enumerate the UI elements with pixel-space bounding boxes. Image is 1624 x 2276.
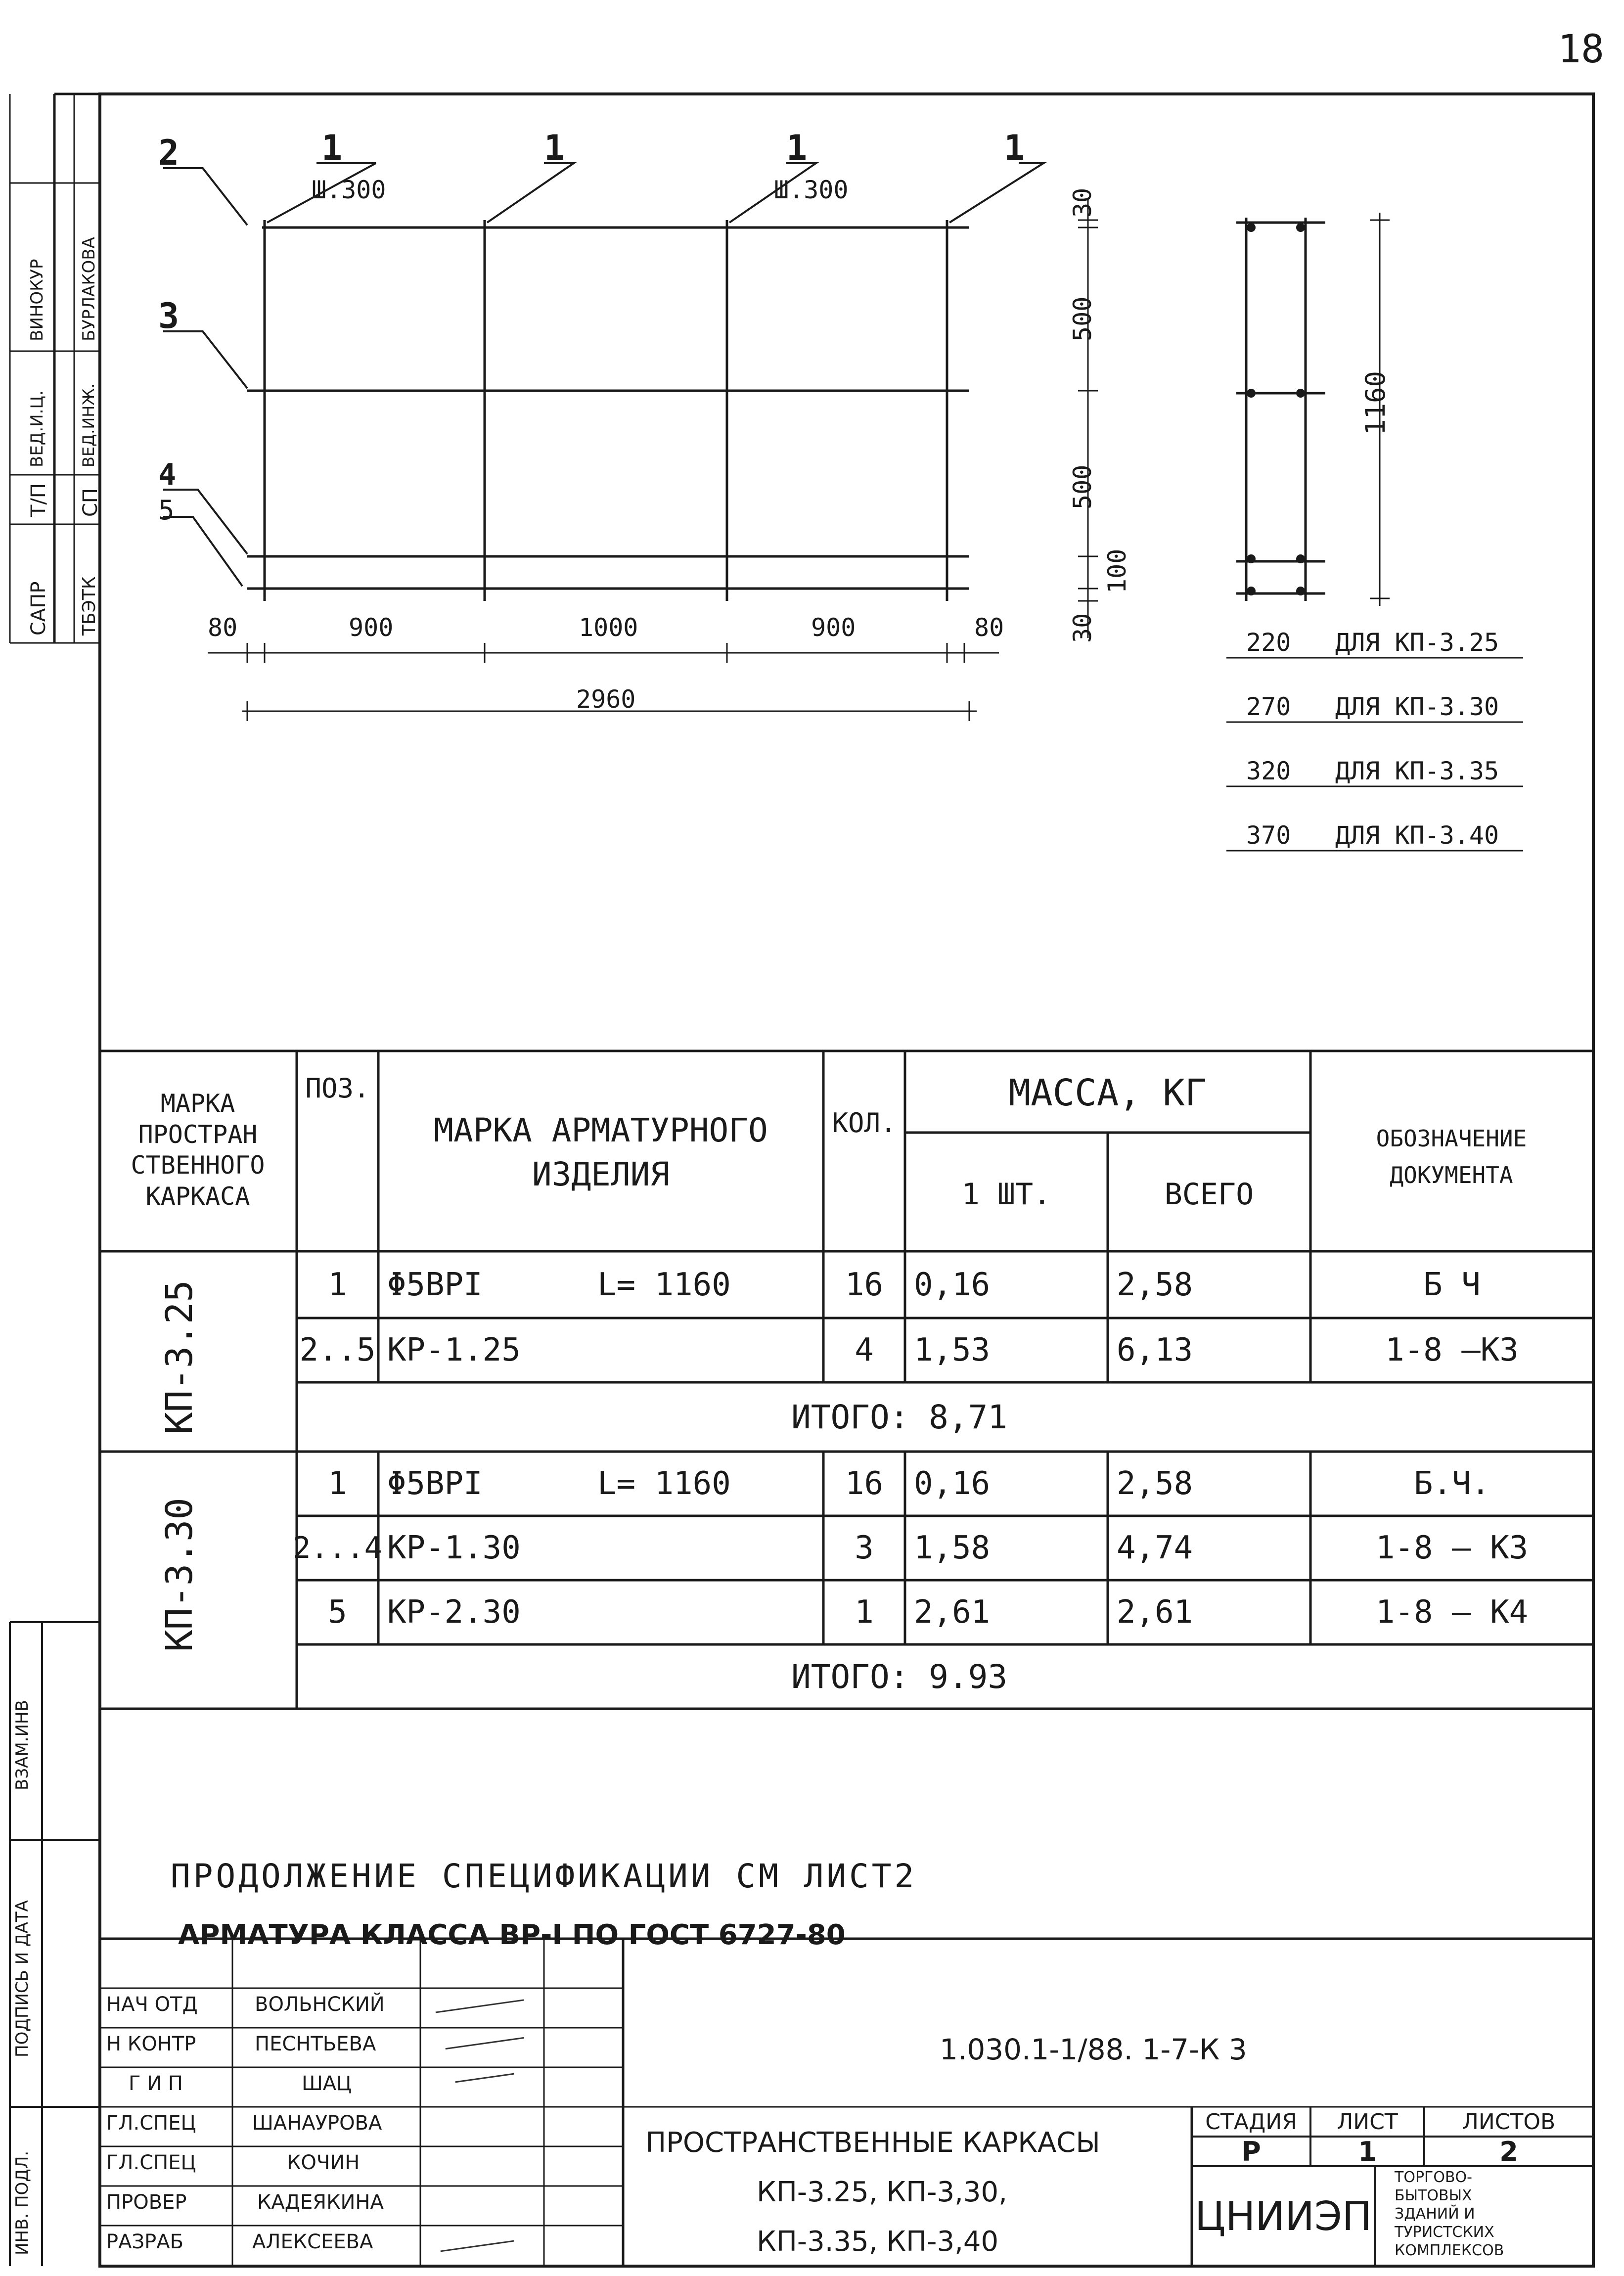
stage-label: СТАДИЯ — [1205, 2109, 1297, 2135]
vdim-100: 100 — [1103, 548, 1131, 593]
dim-total-2960: 2960 — [576, 685, 636, 714]
vdim-30-bottom: 30 — [1068, 613, 1097, 643]
group-total-kp-330: ИТОГО: 9.93 — [791, 1657, 1008, 1696]
header-mass-total: ВСЕГО — [1164, 1177, 1254, 1212]
section-note-320: ДЛЯ КП-3.35 — [1335, 757, 1499, 785]
header-mass-unit: 1 ШТ. — [961, 1177, 1051, 1212]
header-qty: КОЛ. — [832, 1107, 897, 1138]
table-row-doc: 1-8 — К3 — [1375, 1530, 1529, 1566]
margin-vzam-inv: ВЗАМ.ИНВ — [12, 1700, 32, 1790]
table-row-unit-mass: 0,16 — [914, 1266, 991, 1303]
section-note-270: ДЛЯ КП-3.30 — [1335, 692, 1499, 721]
rebar-class-note: АРМАТУРА КЛАССА ВР-I ПО ГОСТ 6727-80 — [178, 1919, 846, 1951]
table-row-pos: 5 — [328, 1594, 347, 1631]
staff-role: Г И П — [129, 2072, 183, 2095]
section-width-370: 370 — [1246, 821, 1291, 850]
staff-role: НАЧ ОТД — [106, 1993, 198, 2016]
position-label-1a: 1 — [321, 128, 343, 168]
dim-80-right: 80 — [974, 613, 1004, 642]
staff-name: ШАЦ — [302, 2072, 352, 2095]
table-row-item: Φ5ВРI — [387, 1465, 483, 1502]
staff-name: КОЧИН — [287, 2151, 360, 2174]
table-row-pos: 1 — [328, 1266, 347, 1303]
stamp-sapr: САПР — [27, 581, 50, 636]
stamp-ved-ic: ВЕД.И.Ц. — [27, 390, 47, 467]
staff-role: Н КОНТР — [106, 2033, 196, 2055]
section-note-370: ДЛЯ КП-3.40 — [1335, 821, 1499, 850]
table-row-item: КР-1.25 — [387, 1332, 521, 1368]
header-item-mark: МАРКА АРМАТУРНОГО ИЗДЕЛИЯ — [434, 1111, 768, 1193]
table-row-unit-mass: 1,58 — [914, 1530, 991, 1566]
sheet-label: ЛИСТ — [1337, 2109, 1398, 2135]
stage-value: Р — [1241, 2136, 1261, 2167]
table-row-total-mass: 6,13 — [1117, 1332, 1193, 1368]
stamp-ved-inzh: ВЕД.ИНЖ. — [79, 383, 98, 467]
vdim-500-mid: 500 — [1068, 464, 1097, 509]
table-row-unit-mass: 2,61 — [914, 1594, 991, 1631]
organization-subtitle-4: ТУРИСТСКИХ — [1395, 2224, 1494, 2241]
table-row-length: L= 1160 — [597, 1266, 731, 1303]
table-row-qty: 1 — [855, 1594, 874, 1631]
table-row-pos: 2...4 — [293, 1531, 382, 1565]
table-row-qty: 3 — [855, 1530, 874, 1566]
table-row-doc: Б Ч — [1423, 1266, 1481, 1303]
table-row-length: L= 1160 — [597, 1465, 731, 1502]
header-frame-mark: МАРКА ПРОСТРАН СТВЕННОГО КАРКАСА — [131, 1089, 265, 1211]
section-note-220: ДЛЯ КП-3.25 — [1335, 628, 1499, 657]
section-width-220: 220 — [1246, 628, 1291, 657]
staff-name: АЛЕКСЕЕВА — [252, 2230, 373, 2253]
table-row-total-mass: 2,61 — [1117, 1594, 1193, 1631]
vdim-30-top: 30 — [1068, 187, 1097, 218]
position-label-2: 2 — [158, 133, 180, 173]
group-total-kp-325: ИТОГО: 8,71 — [791, 1398, 1008, 1436]
page-number: 18 — [1558, 27, 1604, 72]
position-label-1b: 1 — [544, 128, 565, 168]
section-width-270: 270 — [1246, 692, 1291, 721]
spacing-note-2: Ш.300 — [774, 176, 849, 204]
frame-mark-kp-325: КП-3.25 — [158, 1280, 201, 1434]
stamp-burlakova: БУРЛАКОВА — [79, 237, 99, 341]
position-label-4: 4 — [158, 457, 177, 492]
document-subtitle-1: КП-3.25, КП-3,30, — [757, 2176, 1007, 2208]
continuation-note: ПРОДОЛЖЕНИЕ СПЕЦИФИКАЦИИ СМ ЛИСТ2 — [171, 1857, 917, 1895]
table-row-item: Φ5ВРI — [387, 1266, 483, 1303]
header-document: ОБОЗНАЧЕНИЕ ДОКУМЕНТА — [1376, 1125, 1527, 1188]
position-label-1d: 1 — [1004, 128, 1025, 168]
table-row-doc: 1-8 — К4 — [1375, 1594, 1529, 1631]
position-label-1c: 1 — [786, 128, 808, 168]
table-row-total-mass: 2,58 — [1117, 1266, 1193, 1303]
table-row-unit-mass: 1,53 — [914, 1332, 991, 1368]
organization-subtitle-5: КОМПЛЕКСОВ — [1395, 2242, 1504, 2259]
staff-role: ПРОВЕР — [106, 2191, 187, 2214]
stamp-vinokur: ВИНОКУР — [27, 259, 47, 341]
staff-name: ШАНАУРОВА — [252, 2112, 382, 2135]
organization-name: ЦНИИЭП — [1195, 2193, 1372, 2239]
position-label-3: 3 — [158, 296, 180, 336]
document-code: 1.030.1-1/88. 1-7-К 3 — [940, 2033, 1247, 2066]
header-pos: ПОЗ. — [305, 1072, 370, 1104]
sheets-label: ЛИСТОВ — [1462, 2109, 1556, 2135]
position-label-5: 5 — [158, 495, 175, 526]
organization-subtitle-2: БЫТОВЫХ — [1395, 2187, 1472, 2204]
frame-mark-kp-330: КП-3.30 — [158, 1498, 201, 1652]
spacing-note-1: Ш.300 — [312, 176, 386, 204]
table-row-qty: 16 — [845, 1266, 884, 1303]
stamp-tbetk: ТБЭТК — [79, 576, 99, 636]
dim-80-left: 80 — [208, 613, 238, 642]
sheets-value: 2 — [1499, 2136, 1518, 2167]
staff-name: ПЕСНТЬЕВА — [255, 2033, 376, 2055]
staff-role: ГЛ.СПЕЦ — [106, 2151, 196, 2174]
table-row-item: КР-1.30 — [387, 1530, 521, 1566]
table-row-total-mass: 2,58 — [1117, 1465, 1193, 1502]
margin-inv-podl: ИНВ. ПОДЛ. — [12, 2150, 32, 2255]
dim-900-right: 900 — [811, 613, 856, 642]
table-row-pos: 1 — [328, 1465, 347, 1502]
staff-role: РАЗРАБ — [106, 2230, 184, 2253]
organization-subtitle-1: ТОРГОВО- — [1395, 2169, 1472, 2186]
header-mass: МАССА, КГ — [1008, 1072, 1207, 1114]
section-height-1160: 1160 — [1360, 370, 1391, 435]
organization-subtitle-3: ЗДАНИЙ И — [1395, 2205, 1475, 2223]
vdim-500-top: 500 — [1068, 296, 1097, 341]
table-row-unit-mass: 0,16 — [914, 1465, 991, 1502]
table-row-qty: 4 — [855, 1332, 874, 1368]
sheet-value: 1 — [1358, 2136, 1377, 2167]
document-title: ПРОСТРАНСТВЕННЫЕ КАРКАСЫ — [645, 2127, 1100, 2159]
stamp-tp: Т/П — [27, 483, 50, 517]
dim-1000: 1000 — [579, 613, 638, 642]
stamp-sp: СП — [79, 488, 102, 517]
dim-900-left: 900 — [349, 613, 394, 642]
table-row-qty: 16 — [845, 1465, 884, 1502]
table-row-doc: 1-8 —К3 — [1385, 1332, 1519, 1368]
table-row-item: КР-2.30 — [387, 1594, 521, 1631]
staff-name: КАДЕЯКИНА — [257, 2191, 384, 2214]
staff-name: ВОЛЬНСКИЙ — [255, 1993, 385, 2016]
table-row-doc: Б.Ч. — [1413, 1465, 1490, 1502]
section-width-320: 320 — [1246, 757, 1291, 785]
table-row-total-mass: 4,74 — [1117, 1530, 1193, 1566]
table-row-pos: 2..5 — [299, 1332, 376, 1368]
margin-signature-date: ПОДПИСЬ И ДАТА — [12, 1900, 32, 2057]
staff-role: ГЛ.СПЕЦ — [106, 2112, 196, 2135]
document-subtitle-2: КП-3.35, КП-3,40 — [757, 2226, 999, 2258]
